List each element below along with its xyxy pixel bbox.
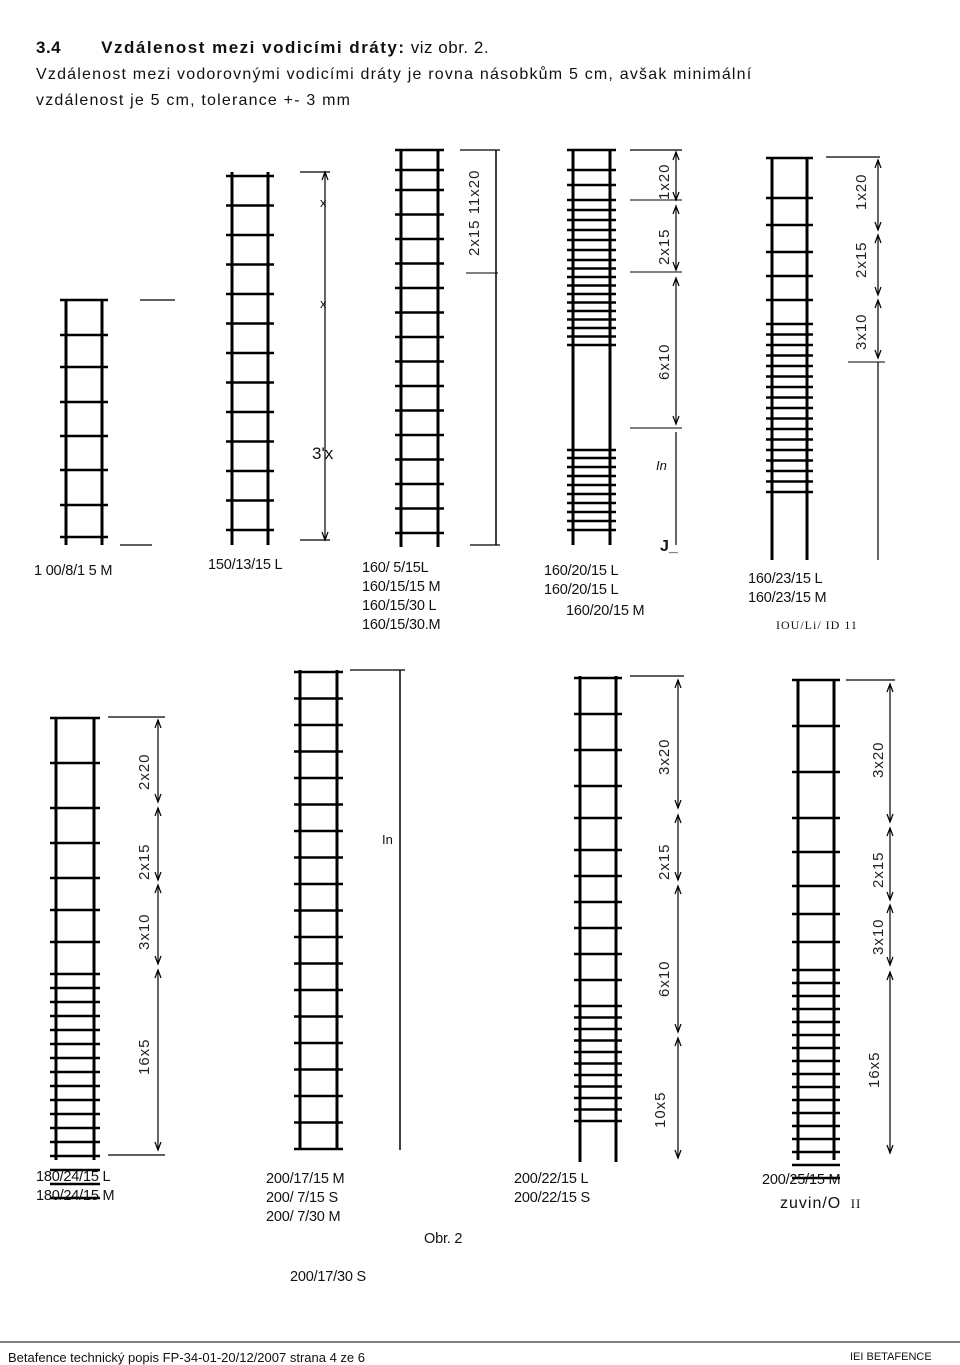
caption-line: 1 00/8/1 5 M (34, 563, 113, 579)
caption-panel-6 (36, 1168, 114, 1206)
dim-label-p9-3x10: 3x10 (870, 918, 887, 955)
caption-panel-4 (544, 562, 644, 621)
caption-panel-7 (266, 1170, 344, 1227)
dim-label-p6-2x15: 2x15 (136, 843, 153, 880)
dim-label-p4-1x20: 1x20 (656, 163, 673, 200)
caption-line: 160/15/15 M (362, 579, 441, 595)
caption-line: 180/24/15 L (36, 1169, 111, 1185)
caption-line: 160/20/15 L (544, 563, 619, 579)
caption-panel-9: 200/25/15 M (762, 1172, 841, 1188)
caption-line: 200/22/15 L (514, 1171, 589, 1187)
figure-reference: viz obr. 2. (410, 38, 490, 57)
dim-label-p9-16x5: 16x5 (866, 1051, 883, 1088)
description-line-2: vzdálenost je 5 cm, tolerance +- 3 mm (36, 92, 352, 109)
dim-label-p6-2x20: 2x20 (136, 753, 153, 790)
dim-label-p8-3x20: 3x20 (656, 738, 673, 775)
dim-label-x-mid: x (320, 296, 327, 311)
caption-line: 160/20/15 L (544, 582, 619, 598)
description-line-1: Vzdálenost mezi vodorovnými vodicími dráty je rovna násobkům 5 cm, avšak minimální (36, 66, 753, 83)
caption-panel-8 (514, 1170, 590, 1208)
caption-line: 160/ 5/15L (362, 560, 429, 576)
dim-label-p4-j: J_ (660, 538, 678, 555)
caption-panel-9-note (780, 1194, 861, 1213)
section-number: 3.4 (36, 38, 62, 57)
dim-label-p4-2x15: 2x15 (656, 228, 673, 265)
caption-line: 150/13/15 L (208, 557, 283, 573)
footer-text: Betafence technický popis FP-34-01-20/12/2007 strana 4 ze 6 (8, 1350, 365, 1365)
caption-panel-1 (34, 562, 112, 581)
caption-line: 200/ 7/15 S (266, 1190, 338, 1206)
dim-label-p5-3x10: 3x10 (853, 313, 870, 350)
caption-panel-2 (208, 556, 282, 575)
section-title: Vzdálenost mezi vodicími dráty: (101, 38, 406, 57)
caption-line: 160/23/15 M (748, 590, 827, 606)
caption-panel-7b: 200/17/30 S (290, 1269, 367, 1285)
dim-label-2x15-11x20: 2x15 11x20 (466, 169, 483, 256)
dim-label-p9-3x20: 3x20 (870, 741, 887, 778)
dim-label-p4-in: In (656, 458, 667, 473)
dim-label-p4-6x10: 6x10 (656, 343, 673, 380)
caption-line: 160/15/30 L (362, 598, 437, 614)
dim-label-p6-3x10: 3x10 (136, 913, 153, 950)
caption-line: 180/24/15 M (36, 1188, 115, 1204)
dim-label-p9-2x15: 2x15 (870, 851, 887, 888)
caption-line: 160/23/15 L (748, 571, 823, 587)
caption-panel-5-note: IOU/Li/ ID 11 (776, 618, 858, 632)
caption-line: 160/20/15 M (566, 603, 645, 619)
caption-note-suffix: II (850, 1196, 862, 1211)
caption-line: 200/17/15 M (266, 1171, 345, 1187)
dim-label-x-top: x (320, 195, 327, 210)
caption-panel-3 (362, 559, 440, 635)
dim-label-p6-16x5: 16x5 (136, 1038, 153, 1075)
dim-label-p5-1x20: 1x20 (853, 173, 870, 210)
figure-label: Obr. 2 (424, 1231, 463, 1247)
caption-line: 200/ 7/30 M (266, 1209, 341, 1225)
caption-line: 160/15/30.M (362, 617, 441, 633)
dim-label-p7-in: In (382, 832, 393, 847)
caption-panel-5 (748, 570, 826, 608)
dim-label-3x: 3'x (312, 444, 334, 463)
dim-label-p8-2x15: 2x15 (656, 843, 673, 880)
dim-label-p8-10x5: 10x5 (652, 1091, 669, 1128)
caption-line: 200/22/15 S (514, 1190, 591, 1206)
dim-label-p8-6x10: 6x10 (656, 960, 673, 997)
footer-logo-text: IEI BETAFENCE (850, 1351, 932, 1363)
dim-label-p5-2x15: 2x15 (853, 241, 870, 278)
caption-note-text: zuvin/O (780, 1195, 842, 1212)
